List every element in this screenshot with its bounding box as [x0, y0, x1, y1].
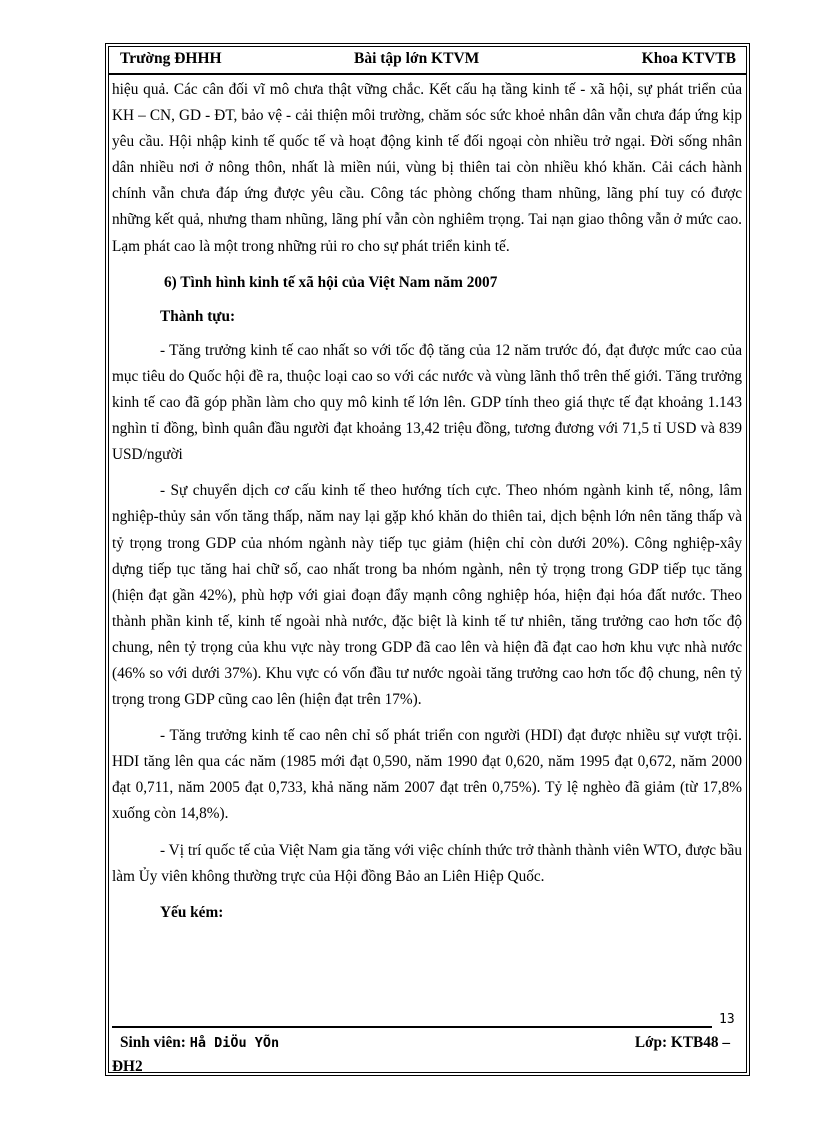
- footer-class-suffix: ĐH2: [112, 1058, 143, 1075]
- document-body: [112, 77, 742, 926]
- page-number: 13: [719, 1012, 735, 1027]
- footer-class: Lớp: KTB48 –: [634, 1034, 730, 1051]
- paragraph-continuation: hiệu quả. Các cân đối vĩ mô chưa thật vững chắc. Kết cấu hạ tầng kinh tế - xã hội, sự phát triển của KH – CN, GD - ĐT, bảo vệ - cải thiện môi trường, chăm sóc sức khoẻ nhân dân vẫn chưa đáp ứng kịp yêu cầu. Hội nhập kinh tế quốc tế và hoạt động kinh tế đối ngoại còn nhiều trở ngại. Đời sống nhân dân nhiều nơi ở nông thôn, nhất là miền núi, vùng bị thiên tai còn nhiều khó khăn. Cải cách hành chính vẫn chưa đáp ứng được yêu cầu. Công tác phòng chống tham nhũng, lãng phí tuy có được những kết quả, nhưng tham nhũng, lãng phí vẫn còn nghiêm trọng. Tai nạn giao thông vẫn ở mức cao. Lạm phát cao là một trong những rủi ro cho sự phát triển kinh tế.: [112, 81, 742, 255]
- paragraph-structure: - Sự chuyển dịch cơ cấu kinh tế theo hướng tích cực. Theo nhóm ngành kinh tế, nông, lâm nghiệp-thủy sản vốn tăng thấp, năm nay lại gặp khó khăn do thiên tai, dịch bệnh lớn nên tăng thấp và tỷ trọng trong GDP của nhóm ngành này tiếp tục giảm (hiện chỉ còn dưới 20%). Công nghiệp-xây dựng tiếp tục tăng hai chữ số, cao nhất trong ba nhóm ngành, nên tỷ trọng trong GDP tiếp tục tăng (hiện đạt gần 42%), phù hợp với giai đoạn đẩy mạnh công nghiệp hóa, hiện đại hóa đất nước. Theo thành phần kinh tế, kinh tế ngoài nhà nước, đặc biệt là kinh tế tư nhiên, tăng trưởng cao hơn tốc độ chung, nên tỷ trọng của khu vực này trong GDP đã cao lên và hiện đã đạt cao hơn khu vực nhà nước (46% so với dưới 37%). Khu vực có vốn đầu tư nước ngoài tăng trưởng cao hơn tốc độ chung, nên tỷ trọng trong GDP cũng cao lên (hiện đạt trên 17%).: [112, 482, 742, 709]
- footer-student: [120, 1034, 279, 1052]
- section-heading: 6) Tình hình kinh tế xã hội của Việt Nam năm 2007: [164, 273, 498, 291]
- weaknesses-heading: Yếu kém:: [160, 903, 224, 921]
- achievements-heading: Thành tựu:: [160, 307, 236, 325]
- paragraph-growth: - Tăng trưởng kinh tế cao nhất so với tốc độ tăng của 12 năm trước đó, đạt được mức cao của mục tiêu do Quốc hội đề ra, thuộc loại cao so với các nước và vùng lãnh thổ trên thế giới. Tăng trưởng kinh tế cao đã góp phần làm cho quy mô kinh tế lớn lên. GDP tính theo giá thực tế đạt khoảng 1.143 nghìn tỉ đồng, bình quân đầu người đạt khoảng 13,42 triệu đồng, tương đương với 71,5 tỉ USD và 839 USD/người: [112, 341, 742, 464]
- header-school: Trường ĐHHH: [120, 50, 222, 67]
- header-title: Bài tập lớn KTVM: [354, 50, 480, 67]
- paragraph-wto: - Vị trí quốc tế của Việt Nam gia tăng với việc chính thức trở thành thành viên WTO, được bầu làm Ủy viên không thường trực của Hội đồng Bảo an Liên Hiệp Quốc.: [112, 841, 742, 885]
- paragraph-hdi: - Tăng trưởng kinh tế cao nên chỉ số phát triển con người (HDI) đạt được nhiều sự vượt trội. HDI tăng lên qua các năm (1985 mới đạt 0,590, năm 1990 đạt 0,620, năm 1995 đạt 0,672, năm 2000 đạt 0,711, năm 2005 đạt 0,733, khả năng năm 2007 đạt trên 0,75%). Tỷ lệ nghèo đã giảm (từ 17,8% xuống còn 14,8%).: [112, 727, 742, 823]
- student-label: Sinh viên:: [120, 1034, 190, 1051]
- header-faculty: Khoa KTVTB: [641, 50, 736, 67]
- header-divider: [108, 73, 747, 75]
- student-name: Hå DiÖu YÕn: [189, 1035, 280, 1051]
- page-header: [120, 50, 736, 72]
- footer-divider: [112, 1026, 712, 1028]
